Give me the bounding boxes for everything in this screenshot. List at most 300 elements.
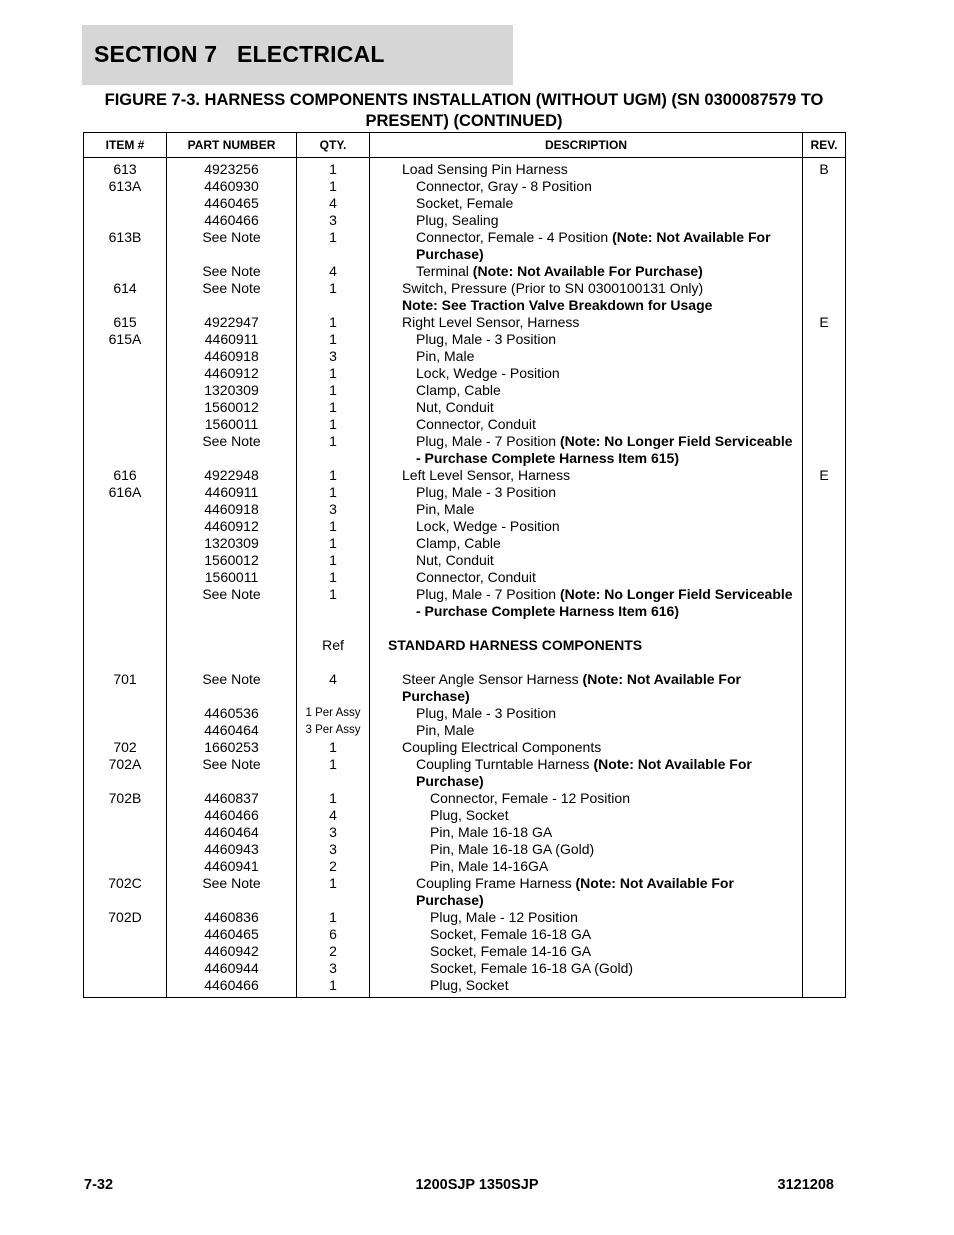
description-cell: [370, 705, 803, 722]
part-number-cell: 1320309: [167, 382, 297, 399]
description-text: Plug, Male - 3 Position: [416, 331, 557, 347]
description-text: Terminal: [416, 263, 473, 279]
item-number-cell: [84, 416, 167, 433]
part-number-cell: 4922948: [167, 467, 297, 484]
table-row: [84, 841, 846, 858]
item-number-cell: [84, 943, 167, 960]
description-text: Pin, Male: [416, 501, 475, 517]
table-row: [84, 926, 846, 943]
item-number-cell: 701: [84, 671, 167, 705]
rev-cell: [803, 552, 846, 569]
qty-cell: 1: [297, 467, 370, 484]
description-note: (Note: No Longer Field Serviceable - Purchase Complete Harness Item 616): [416, 586, 793, 619]
qty-cell: Ref: [297, 637, 370, 654]
rev-cell: [803, 824, 846, 841]
qty-cell: 3: [297, 824, 370, 841]
qty-cell: 1: [297, 365, 370, 382]
table-row: [84, 943, 846, 960]
description-cell: [370, 467, 803, 484]
part-number-cell: [167, 637, 297, 654]
qty-cell: 4: [297, 195, 370, 212]
rev-cell: [803, 416, 846, 433]
qty-cell: 1: [297, 484, 370, 501]
part-number-cell: 4460536: [167, 705, 297, 722]
description-cell: [370, 943, 803, 960]
part-number-cell: 4460918: [167, 501, 297, 518]
spacer-cell: [370, 654, 803, 671]
table-row: [84, 756, 846, 790]
part-number-cell: 4460930: [167, 178, 297, 195]
description-text: Lock, Wedge - Position: [416, 518, 560, 534]
qty-cell: 2: [297, 858, 370, 875]
qty-cell: 2: [297, 943, 370, 960]
description-text: Plug, Male - 12 Position: [430, 909, 578, 925]
rev-cell: [803, 790, 846, 807]
item-number-cell: [84, 348, 167, 365]
qty-cell: [297, 297, 370, 314]
part-number-cell: See Note: [167, 875, 297, 909]
item-number-cell: [84, 841, 167, 858]
item-number-cell: 702C: [84, 875, 167, 909]
description-cell: [370, 399, 803, 416]
item-number-cell: [84, 960, 167, 977]
table-row: [84, 518, 846, 535]
item-number-cell: [84, 552, 167, 569]
rev-cell: [803, 297, 846, 314]
description-text: Clamp, Cable: [416, 382, 501, 398]
rev-cell: [803, 348, 846, 365]
table-row: [84, 484, 846, 501]
rev-cell: [803, 195, 846, 212]
spacer-cell: [803, 654, 846, 671]
part-number-cell: See Note: [167, 671, 297, 705]
qty-cell: 3: [297, 212, 370, 229]
part-number-cell: 4922947: [167, 314, 297, 331]
part-number-cell: 4460464: [167, 824, 297, 841]
table-row: [84, 858, 846, 875]
figure-title: FIGURE 7-3. HARNESS COMPONENTS INSTALLATION (WITHOUT UGM) (SN 0300087579 TO PRESENT) (CONTINUED): [104, 91, 824, 130]
item-number-cell: [84, 382, 167, 399]
item-number-cell: [84, 926, 167, 943]
description-note: (Note: Not Available For Purchase): [416, 756, 752, 789]
table-row: [84, 739, 846, 756]
col-header-rev: REV.: [803, 133, 846, 158]
item-number-cell: [84, 535, 167, 552]
qty-cell: 1: [297, 569, 370, 586]
part-number-cell: 4460465: [167, 195, 297, 212]
part-number-cell: 4460942: [167, 943, 297, 960]
description-text: Plug, Male - 3 Position: [416, 484, 557, 500]
qty-cell: 6: [297, 926, 370, 943]
item-number-cell: [84, 824, 167, 841]
table-row: [84, 416, 846, 433]
qty-cell: 1: [297, 790, 370, 807]
qty-cell: 3: [297, 501, 370, 518]
table-row: [84, 586, 846, 620]
rev-cell: E: [803, 467, 846, 484]
description-note: (Note: Not Available For Purchase): [402, 671, 741, 704]
description-cell: [370, 348, 803, 365]
description-cell: [370, 331, 803, 348]
spacer-cell: [803, 620, 846, 637]
spacer-cell: [167, 620, 297, 637]
description-text: Nut, Conduit: [416, 552, 494, 568]
spacer-cell: [167, 654, 297, 671]
rev-cell: [803, 807, 846, 824]
table-row: [84, 263, 846, 280]
qty-cell: 1: [297, 909, 370, 926]
qty-cell: 1: [297, 229, 370, 263]
qty-cell: 1: [297, 178, 370, 195]
item-number-cell: [84, 722, 167, 739]
table-row: [84, 280, 846, 297]
description-text: Socket, Female: [416, 195, 514, 211]
table-row: [84, 790, 846, 807]
description-text: Socket, Female 16-18 GA: [430, 926, 592, 942]
description-text: Pin, Male: [416, 348, 475, 364]
part-number-cell: See Note: [167, 229, 297, 263]
rev-cell: [803, 671, 846, 705]
rev-cell: [803, 569, 846, 586]
part-number-cell: 4460918: [167, 348, 297, 365]
qty-cell: 1: [297, 977, 370, 998]
qty-cell: 1: [297, 158, 370, 179]
description-cell: [370, 841, 803, 858]
item-number-cell: 702A: [84, 756, 167, 790]
qty-cell: 4: [297, 807, 370, 824]
spacer-cell: [370, 620, 803, 637]
qty-cell: 1: [297, 314, 370, 331]
item-number-cell: [84, 586, 167, 620]
table-row: [84, 960, 846, 977]
spacer-cell: [297, 620, 370, 637]
table-row: [84, 195, 846, 212]
description-text: Lock, Wedge - Position: [416, 365, 560, 381]
part-number-cell: 4460941: [167, 858, 297, 875]
description-text: Nut, Conduit: [416, 399, 494, 415]
item-number-cell: 702: [84, 739, 167, 756]
rev-cell: [803, 178, 846, 195]
table-row: [84, 535, 846, 552]
description-note: (Note: Not Available For Purchase): [416, 875, 734, 908]
table-row: [84, 977, 846, 998]
item-number-cell: [84, 569, 167, 586]
description-cell: [370, 552, 803, 569]
qty-cell: 1: [297, 552, 370, 569]
col-header-qty: QTY.: [297, 133, 370, 158]
description-text: Pin, Male: [416, 722, 475, 738]
item-number-cell: 614: [84, 280, 167, 297]
description-cell: [370, 569, 803, 586]
description-text: Socket, Female 14-16 GA: [430, 943, 592, 959]
item-number-cell: 616A: [84, 484, 167, 501]
description-cell: [370, 382, 803, 399]
part-number-cell: See Note: [167, 263, 297, 280]
table-row: [84, 178, 846, 195]
col-header-description: DESCRIPTION: [370, 133, 803, 158]
description-text: Coupling Turntable Harness: [416, 756, 594, 772]
description-cell: [370, 790, 803, 807]
part-number-cell: See Note: [167, 280, 297, 297]
qty-cell: 1: [297, 739, 370, 756]
table-row: [84, 909, 846, 926]
table-row: [84, 467, 846, 484]
rev-cell: [803, 722, 846, 739]
rev-cell: [803, 501, 846, 518]
description-cell: [370, 722, 803, 739]
table-row: [84, 875, 846, 909]
rev-cell: E: [803, 314, 846, 331]
description-text: Pin, Male 16-18 GA: [430, 824, 553, 840]
description-cell: [370, 416, 803, 433]
table-row: [84, 671, 846, 705]
description-text: Plug, Socket: [430, 807, 509, 823]
item-number-cell: [84, 433, 167, 467]
part-number-cell: 1560012: [167, 399, 297, 416]
item-number-cell: 702D: [84, 909, 167, 926]
table-row: [84, 348, 846, 365]
part-number-cell: 4460466: [167, 212, 297, 229]
part-number-cell: 4460912: [167, 365, 297, 382]
description-note: STANDARD HARNESS COMPONENTS: [388, 637, 643, 653]
description-cell: [370, 433, 803, 467]
qty-cell: 1: [297, 416, 370, 433]
table-row: [84, 552, 846, 569]
table-header-row: [84, 133, 846, 158]
item-number-cell: 613: [84, 158, 167, 179]
item-number-cell: [84, 518, 167, 535]
description-text: Plug, Male - 7 Position: [416, 586, 560, 602]
description-text: Coupling Frame Harness: [416, 875, 576, 891]
col-header-part-number: PART NUMBER: [167, 133, 297, 158]
description-note: (Note: Not Available For Purchase): [472, 263, 703, 279]
part-number-cell: See Note: [167, 756, 297, 790]
description-text: Plug, Male - 3 Position: [416, 705, 557, 721]
footer-page-number: 7-32: [84, 1177, 114, 1193]
rev-cell: [803, 739, 846, 756]
description-text: Left Level Sensor, Harness: [402, 467, 571, 483]
description-cell: [370, 858, 803, 875]
rev-cell: B: [803, 158, 846, 179]
description-cell: [370, 195, 803, 212]
table-row: [84, 569, 846, 586]
description-cell: [370, 824, 803, 841]
item-number-cell: [84, 977, 167, 998]
rev-cell: [803, 943, 846, 960]
item-number-cell: 615: [84, 314, 167, 331]
table-row: [84, 722, 846, 739]
part-number-cell: 4460912: [167, 518, 297, 535]
part-number-cell: See Note: [167, 433, 297, 467]
description-text: Steer Angle Sensor Harness: [402, 671, 583, 687]
part-number-cell: 4460466: [167, 807, 297, 824]
section-title: SECTION 7 ELECTRICAL: [94, 41, 385, 67]
qty-cell: 1: [297, 331, 370, 348]
parts-table: [83, 132, 846, 998]
description-cell: [370, 280, 803, 297]
part-number-cell: 1560011: [167, 416, 297, 433]
rev-cell: [803, 586, 846, 620]
rev-cell: [803, 399, 846, 416]
qty-cell: 3 Per Assy: [297, 722, 370, 739]
part-number-cell: 4460465: [167, 926, 297, 943]
qty-cell: 1: [297, 518, 370, 535]
description-text: Switch, Pressure (Prior to SN 0300100131 Only): [402, 280, 704, 296]
rev-cell: [803, 926, 846, 943]
qty-cell: 1: [297, 756, 370, 790]
rev-cell: [803, 229, 846, 263]
description-cell: [370, 739, 803, 756]
rev-cell: [803, 875, 846, 909]
qty-cell: 4: [297, 263, 370, 280]
item-number-cell: 613A: [84, 178, 167, 195]
part-number-cell: 4460836: [167, 909, 297, 926]
part-number-cell: 4460943: [167, 841, 297, 858]
spacer-cell: [297, 654, 370, 671]
item-number-cell: [84, 297, 167, 314]
description-text: Connector, Female - 4 Position: [416, 229, 613, 245]
description-cell: [370, 314, 803, 331]
table-row: [84, 229, 846, 263]
part-number-cell: 1320309: [167, 535, 297, 552]
item-number-cell: [84, 637, 167, 654]
item-number-cell: [84, 399, 167, 416]
table-row: [84, 314, 846, 331]
description-text: Plug, Sealing: [416, 212, 499, 228]
description-cell: [370, 926, 803, 943]
description-note: Note: See Traction Valve Breakdown for Usage: [402, 297, 713, 313]
description-cell: [370, 365, 803, 382]
qty-cell: 1: [297, 433, 370, 467]
description-cell: [370, 518, 803, 535]
part-number-cell: 1660253: [167, 739, 297, 756]
description-cell: [370, 229, 803, 263]
rev-cell: [803, 960, 846, 977]
description-cell: [370, 158, 803, 179]
description-text: Plug, Male - 7 Position: [416, 433, 560, 449]
footer-doc-number: 3121208: [777, 1177, 834, 1193]
description-text: Socket, Female 16-18 GA (Gold): [430, 960, 634, 976]
item-number-cell: [84, 263, 167, 280]
part-number-cell: 1560012: [167, 552, 297, 569]
qty-cell: 1: [297, 875, 370, 909]
part-number-cell: 4460837: [167, 790, 297, 807]
description-text: Connector, Conduit: [416, 569, 536, 585]
description-text: Plug, Socket: [430, 977, 509, 993]
qty-cell: 1 Per Assy: [297, 705, 370, 722]
description-cell: [370, 212, 803, 229]
item-number-cell: [84, 807, 167, 824]
qty-cell: 1: [297, 586, 370, 620]
parts-table-body: [84, 158, 846, 998]
description-cell: [370, 807, 803, 824]
description-cell: [370, 535, 803, 552]
rev-cell: [803, 909, 846, 926]
rev-cell: [803, 433, 846, 467]
rev-cell: [803, 212, 846, 229]
qty-cell: 1: [297, 535, 370, 552]
description-text: Pin, Male 16-18 GA (Gold): [430, 841, 595, 857]
description-cell: [370, 671, 803, 705]
description-text: Connector, Female - 12 Position: [430, 790, 630, 806]
description-cell: [370, 263, 803, 280]
description-note: (Note: Not Available For Purchase): [416, 229, 771, 262]
table-row: [84, 501, 846, 518]
item-number-cell: [84, 705, 167, 722]
rev-cell: [803, 331, 846, 348]
table-row: [84, 158, 846, 179]
description-cell: [370, 586, 803, 620]
part-number-cell: 4460466: [167, 977, 297, 998]
rev-cell: [803, 280, 846, 297]
table-row: [84, 637, 846, 654]
rev-cell: [803, 365, 846, 382]
description-cell: [370, 501, 803, 518]
table-row: [84, 433, 846, 467]
item-number-cell: [84, 501, 167, 518]
part-number-cell: 4460911: [167, 484, 297, 501]
qty-cell: 1: [297, 280, 370, 297]
item-number-cell: 613B: [84, 229, 167, 263]
section-banner: [82, 25, 513, 85]
spacer-cell: [84, 620, 167, 637]
description-text: Clamp, Cable: [416, 535, 501, 551]
table-row: [84, 807, 846, 824]
table-row: [84, 365, 846, 382]
rev-cell: [803, 382, 846, 399]
item-number-cell: [84, 195, 167, 212]
part-number-cell: 4460944: [167, 960, 297, 977]
item-number-cell: 702B: [84, 790, 167, 807]
qty-cell: 1: [297, 399, 370, 416]
table-row: [84, 399, 846, 416]
rev-cell: [803, 756, 846, 790]
table-row: [84, 824, 846, 841]
item-number-cell: [84, 858, 167, 875]
qty-cell: 4: [297, 671, 370, 705]
footer-models: 1200SJP 1350SJP: [415, 1177, 539, 1193]
rev-cell: [803, 518, 846, 535]
rev-cell: [803, 535, 846, 552]
part-number-cell: See Note: [167, 586, 297, 620]
spacer-cell: [84, 654, 167, 671]
qty-cell: 3: [297, 841, 370, 858]
table-row: [84, 331, 846, 348]
part-number-cell: 1560011: [167, 569, 297, 586]
description-cell: [370, 756, 803, 790]
description-text: Pin, Male 14-16GA: [430, 858, 549, 874]
item-number-cell: 615A: [84, 331, 167, 348]
table-spacer-row: [84, 654, 846, 671]
description-cell: [370, 875, 803, 909]
rev-cell: [803, 637, 846, 654]
description-cell: [370, 297, 803, 314]
table-row: [84, 382, 846, 399]
part-number-cell: 4923256: [167, 158, 297, 179]
description-text: Connector, Gray - 8 Position: [416, 178, 592, 194]
rev-cell: [803, 484, 846, 501]
rev-cell: [803, 858, 846, 875]
item-number-cell: [84, 212, 167, 229]
part-number-cell: 4460911: [167, 331, 297, 348]
item-number-cell: 616: [84, 467, 167, 484]
col-header-item: ITEM #: [84, 133, 167, 158]
rev-cell: [803, 977, 846, 998]
description-text: Connector, Conduit: [416, 416, 536, 432]
description-note: (Note: No Longer Field Serviceable - Purchase Complete Harness Item 615): [416, 433, 793, 466]
item-number-cell: [84, 365, 167, 382]
description-cell: [370, 977, 803, 998]
